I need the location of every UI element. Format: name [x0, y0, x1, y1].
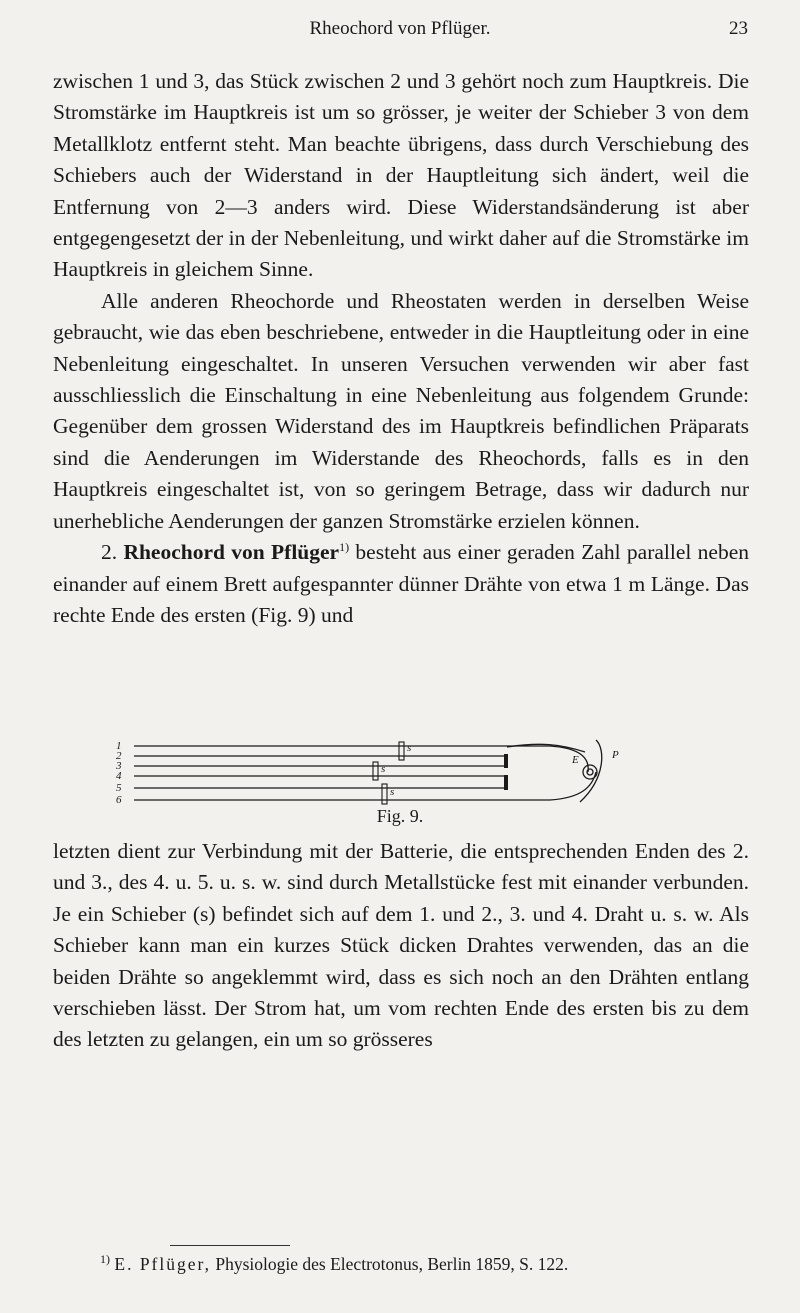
- section-number: 2.: [101, 540, 118, 565]
- section-lemma: Rheochord von Pflüger: [123, 540, 340, 565]
- footnote: [100, 1252, 760, 1276]
- figure-caption: Fig. 9.: [376, 806, 424, 826]
- text-block-top: [53, 66, 749, 631]
- slider-label-3: s: [390, 786, 395, 798]
- lead-bottom: [550, 772, 596, 800]
- slider-2: [373, 762, 378, 780]
- battery-core: [587, 769, 593, 775]
- footnote-reference: 1): [339, 539, 350, 554]
- footnote-text: Physiologie des Electrotonus, Berlin 1859, S. 122.: [215, 1254, 569, 1274]
- label-p: P: [612, 749, 619, 761]
- label-e: E: [572, 754, 579, 766]
- slider-label-1: s: [407, 742, 412, 754]
- metal-block-2-3: [504, 754, 508, 768]
- slider-3: [382, 784, 387, 804]
- slider-1: [399, 742, 404, 760]
- wire-label-4: 4: [116, 770, 122, 782]
- paragraph-3: [53, 537, 749, 631]
- footnote-rule: [170, 1245, 290, 1246]
- wire-label-6: 6: [116, 794, 122, 806]
- page-number: 23: [729, 18, 748, 39]
- lead-mid: [550, 746, 588, 772]
- wire-label-3: 3: [116, 760, 122, 772]
- paragraph-1: zwischen 1 und 3, das Stück zwischen 2 und 3 gehört noch zum Hauptkreis. Die Stromstärke im Hauptkreis ist um so grösser, je weiter der Schieber 3 von dem Metallklotz entfernt steht. Man beachte übrigens, dass durch Verschiebung des Schiebers auch der Widerstand in der Hauptleitung sich ändert, weil die Entfernung von 2—3 anders wird. Diese Widerstandsänderung ist aber entgegengesetzt der in der Nebenleitung, und wirkt daher auf die Stromstärke im Hauptkreis in gleichem Sinne.: [53, 69, 749, 282]
- slider-label-2: s: [381, 763, 386, 775]
- wire-label-5: 5: [116, 782, 122, 794]
- paragraph-3-text: besteht aus einer geraden Zahl parallel neben einander auf einem Brett aufgespannter dünner Drähte von etwa 1 m Länge. Das rechte Ende des ersten (Fig. 9) und: [53, 540, 750, 627]
- wire-label-1: 1: [116, 740, 122, 752]
- battery-element: [583, 765, 597, 779]
- running-title: Rheochord von Pflüger.: [309, 18, 491, 39]
- rheochord-diagram: [110, 738, 630, 808]
- footnote-author: E. Pflüger,: [114, 1254, 212, 1274]
- metal-block-4-5: [504, 775, 508, 790]
- text-block-bottom: [53, 836, 749, 1056]
- wire-label-2: 2: [116, 750, 122, 762]
- footnote-mark: 1): [100, 1252, 110, 1267]
- paragraph-4: letzten dient zur Verbindung mit der Batterie, die entsprechenden Enden des 2. und 3., des 4. u. 5. u. s. w. sind durch Metallstücke fest mit einander verbunden. Je ein Schieber (s) befindet sich auf dem 1. und 2., 3. und 4. Draht u. s. w. Als Schieber kann man ein kurzes Stück dicken Drahtes verwenden, das an die beiden Drähte so angeklemmt wird, dass es sich noch an den Drähten entlang verschieben lässt. Der Strom hat, um vom rechten Ende des ersten bis zu dem des letzten zu gelangen, ein um so grösseres: [53, 839, 749, 1052]
- paragraph-2: Alle anderen Rheochorde und Rheostaten werden in derselben Weise gebraucht, wie das eben beschriebene, entweder in die Hauptleitung oder in eine Nebenleitung eingeschaltet. In unseren Versuchen verwenden wir aber fast ausschliesslich die Einschaltung in eine Nebenleitung aus folgendem Grunde: Gegenüber dem grossen Widerstand des im Hauptkreis befindlichen Präparats sind die Aenderungen im Widerstande des Rheochords, falls es in den Hauptkreis eingeschaltet ist, von so geringem Betrage, dass wir dadurch nur unerhebliche Aenderungen der ganzen Stromstärke erzielen können.: [53, 288, 749, 533]
- running-head: [52, 16, 748, 46]
